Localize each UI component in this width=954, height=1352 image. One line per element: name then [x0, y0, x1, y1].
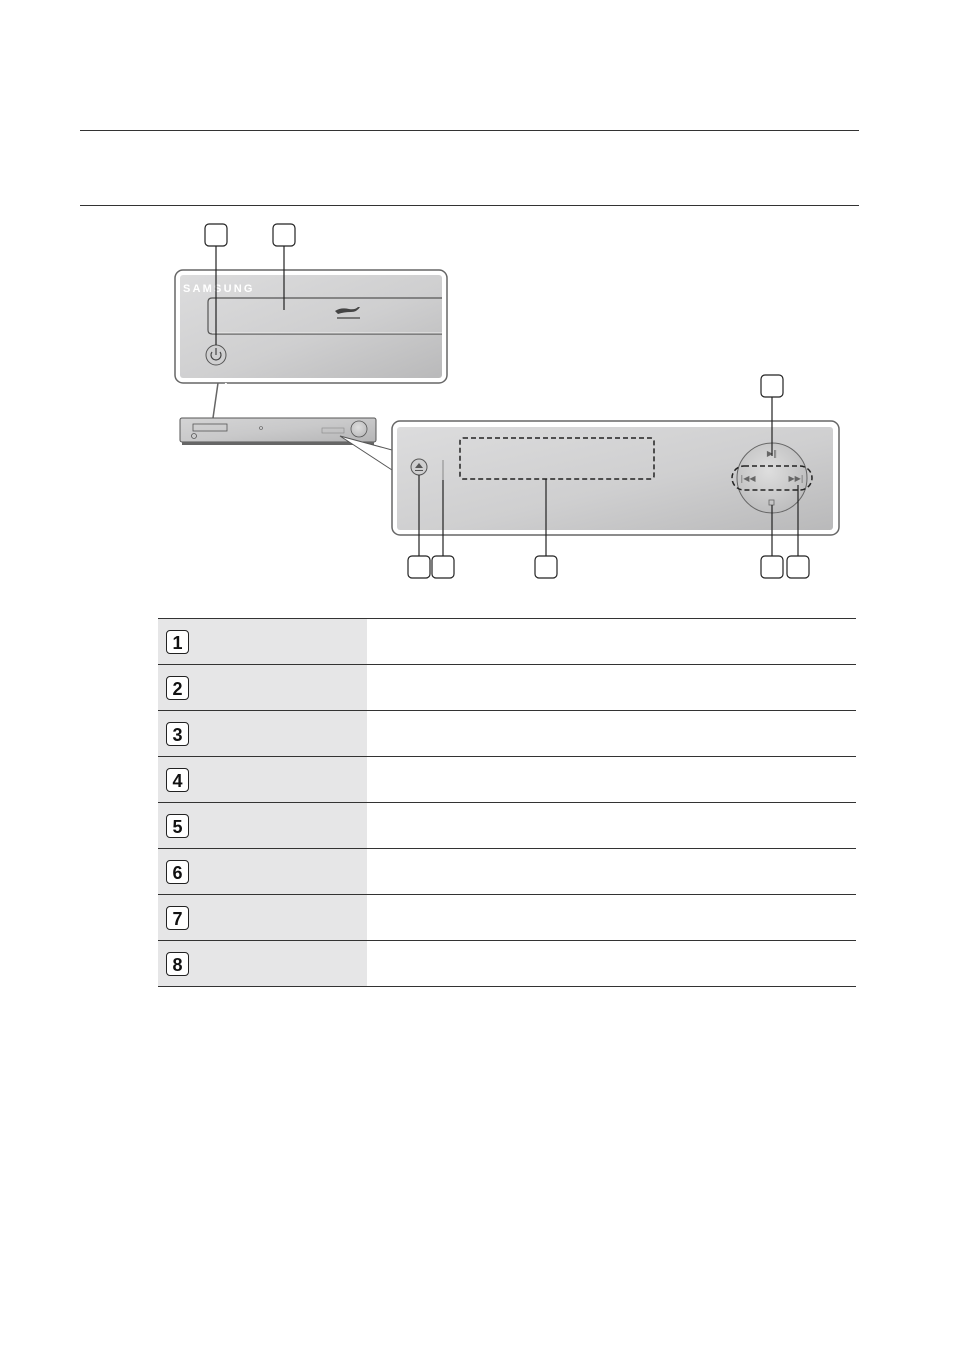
table-row: [158, 665, 856, 711]
row-number-badge: 1: [166, 630, 189, 654]
callout-2: [273, 224, 295, 246]
callout-6: [535, 556, 557, 578]
callout-3: [761, 375, 783, 397]
table-row: [158, 895, 856, 941]
row-number-badge: 5: [166, 814, 189, 838]
row-description: [367, 665, 856, 711]
table-row: [158, 619, 856, 665]
callout-5: [432, 556, 454, 578]
table-row: [158, 711, 856, 757]
row-description: [367, 849, 856, 895]
row-number-cell: [158, 665, 367, 711]
row-description: [367, 941, 856, 987]
row-description: [367, 895, 856, 941]
play-pause-icon[interactable]: ▶‖: [766, 449, 778, 458]
row-number-badge: 8: [166, 952, 189, 976]
front-panel-diagram: [0, 0, 954, 600]
row-number-cell: [158, 757, 367, 803]
parts-table: [158, 618, 856, 987]
player-device: [180, 418, 376, 445]
table-row: [158, 757, 856, 803]
row-number-badge: 7: [166, 906, 189, 930]
row-number-cell: [158, 895, 367, 941]
row-description: [367, 757, 856, 803]
row-number-cell: [158, 941, 367, 987]
callout-4: [408, 556, 430, 578]
row-number-badge: 3: [166, 722, 189, 746]
table-row: [158, 849, 856, 895]
row-number-cell: [158, 803, 367, 849]
row-number-badge: 2: [166, 676, 189, 700]
eject-icon[interactable]: [411, 459, 427, 475]
callout-8: [787, 556, 809, 578]
table-row: [158, 803, 856, 849]
skip-forward-icon[interactable]: ▶▶|: [788, 474, 804, 483]
row-description: [367, 619, 856, 665]
callout-7: [761, 556, 783, 578]
skip-back-icon[interactable]: |◀◀: [740, 474, 756, 483]
brand-logo: SAMSUNG: [183, 283, 255, 295]
callout-1: [205, 224, 227, 246]
row-number-cell: [158, 849, 367, 895]
row-description: [367, 803, 856, 849]
row-description: [367, 711, 856, 757]
row-number-badge: 6: [166, 860, 189, 884]
table-row: [158, 941, 856, 987]
row-number-badge: 4: [166, 768, 189, 792]
row-number-cell: [158, 711, 367, 757]
row-number-cell: [158, 619, 367, 665]
power-icon[interactable]: [206, 345, 226, 365]
